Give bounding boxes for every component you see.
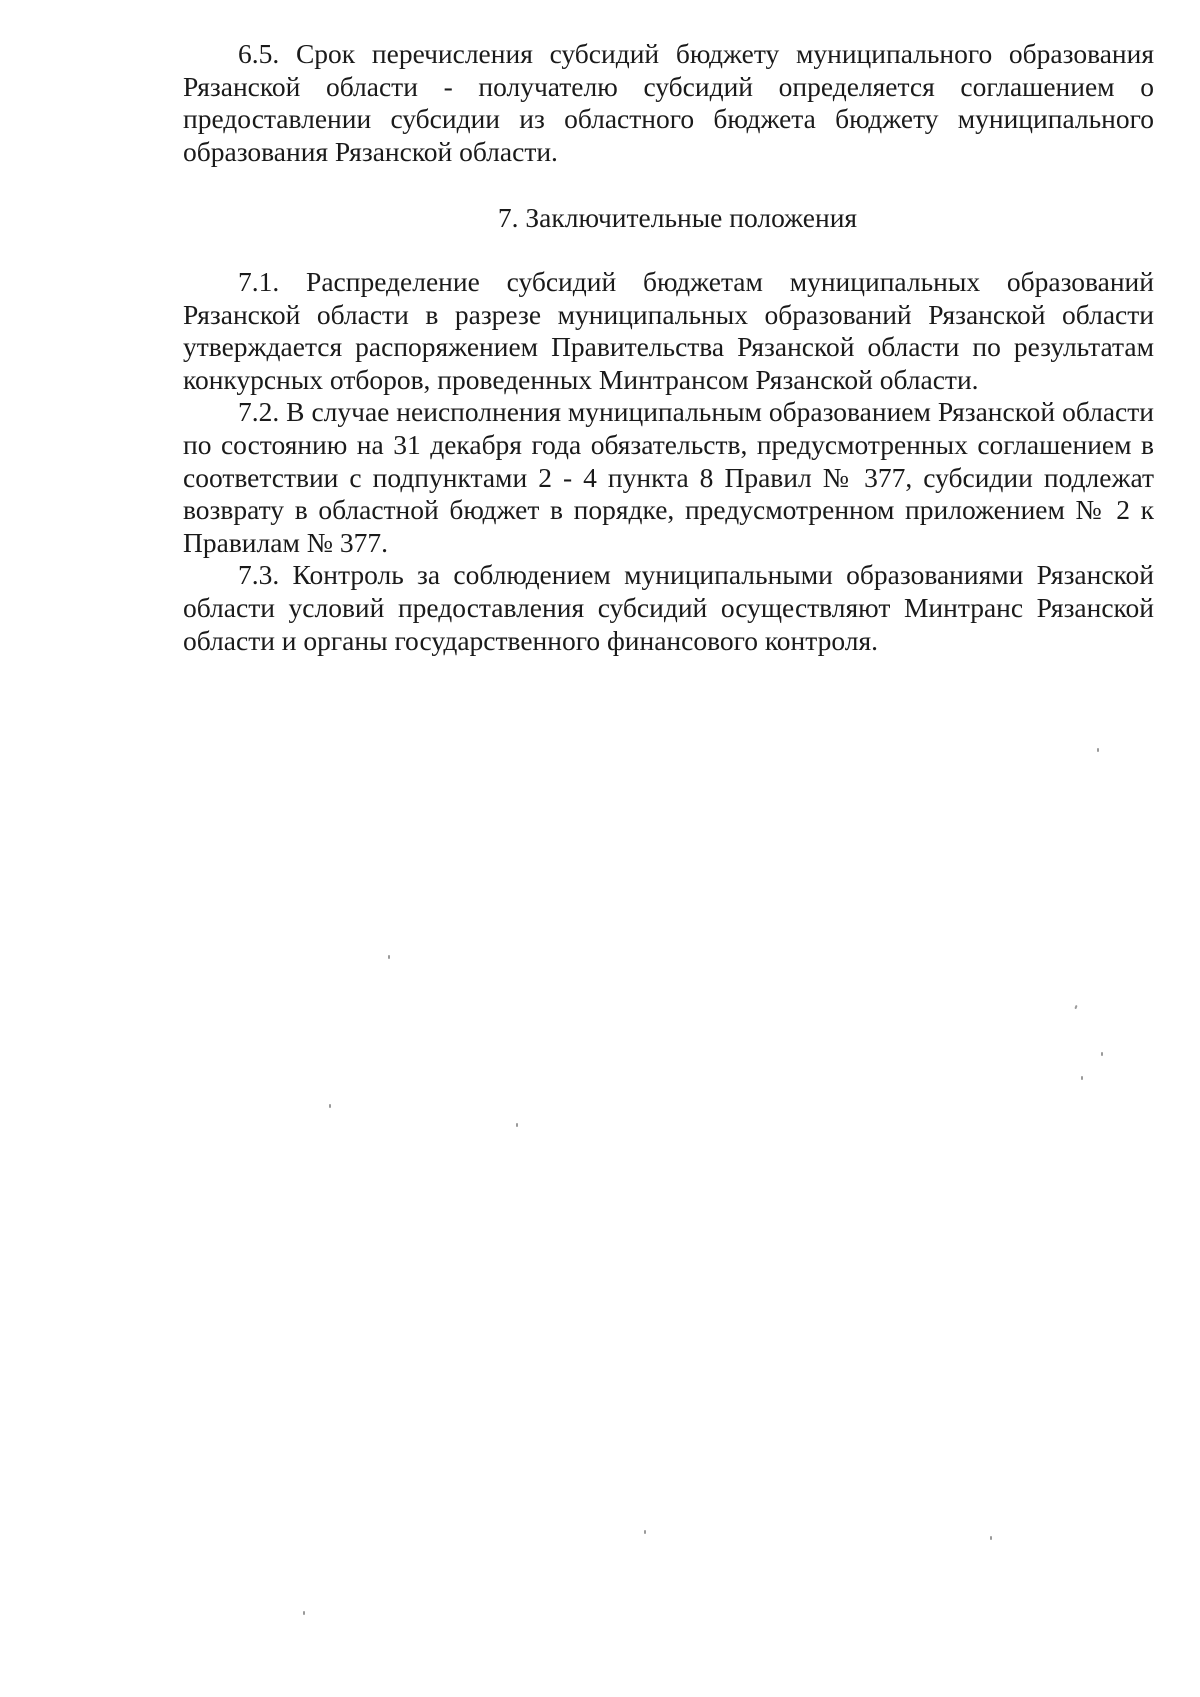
- scan-speck: [1081, 1076, 1083, 1080]
- scan-speck: [388, 955, 390, 959]
- section-heading: 7. Заключительные положения: [497, 202, 858, 234]
- scan-speck: [329, 1104, 331, 1108]
- document-body: [183, 38, 1154, 657]
- paragraph-7-2: 7.2. В случае неисполнения муниципальным образованием Рязанской области по состоянию на 31 декабря года обязательств, предусмотренных соглашением в соответствии с подпунктами 2 - 4 пункта 8 Правил № 377, субсидии подлежат возврату в областной бюджет в порядке, предусмотренном приложением № 2 к Правилам № 377.: [183, 396, 1154, 558]
- scan-speck: [990, 1536, 992, 1540]
- paragraph-7-1: 7.1. Распределение субсидий бюджетам муниципальных образований Рязанской области в разрезе муниципальных образований Рязанской области утверждается распоряжением Правительства Рязанской области по результатам конкурсных отборов, проведенных Минтрансом Рязанской области.: [183, 265, 1154, 395]
- scan-speck: [1074, 1005, 1077, 1009]
- scan-speck: [303, 1611, 305, 1615]
- scan-speck: [644, 1530, 646, 1534]
- scan-speck: [1097, 748, 1099, 752]
- paragraph-7-3: 7.3. Контроль за соблюдением муниципальными образованиями Рязанской области условий предоставления субсидий осуществляют Минтранс Рязанской области и органы государственного финансового контроля.: [183, 559, 1154, 656]
- scan-speck: [516, 1123, 518, 1127]
- scan-speck: [1101, 1052, 1103, 1056]
- paragraph-6-5: 6.5. Срок перечисления субсидий бюджету муниципального образования Рязанской области - получателю субсидий определяется соглашением о предоставлении субсидии из областного бюджета бюджету муниципального образования Рязанской области.: [183, 38, 1154, 167]
